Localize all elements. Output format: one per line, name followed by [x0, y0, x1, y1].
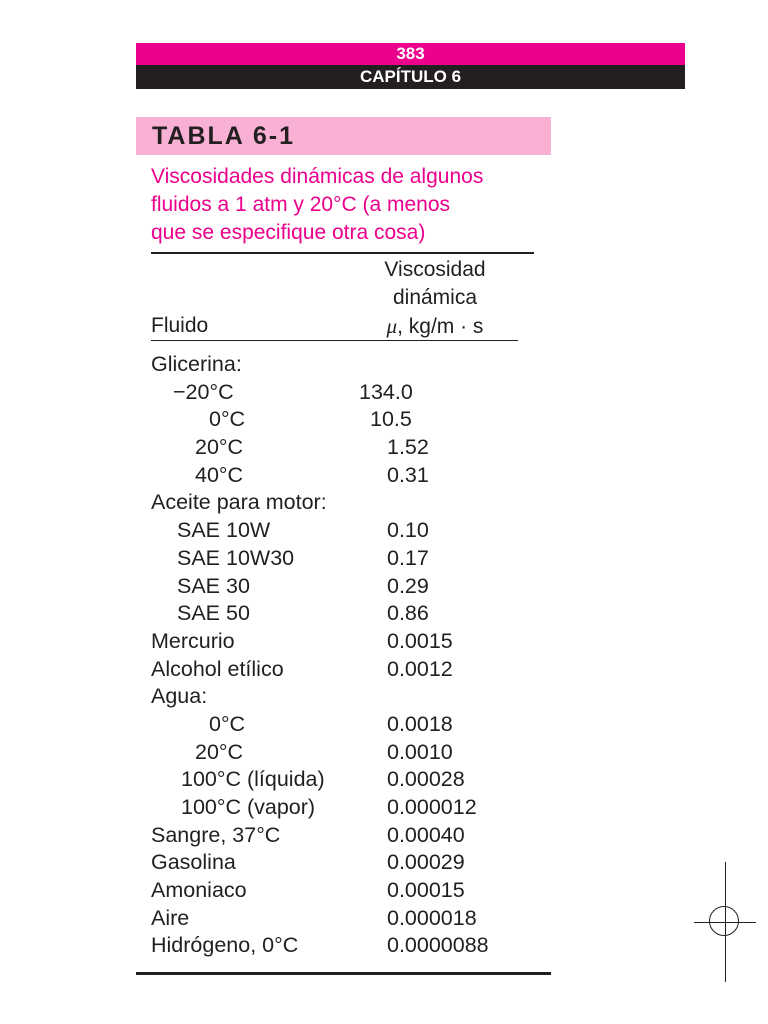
table-caption	[151, 163, 551, 247]
viscosity-value: 0.86	[387, 601, 429, 626]
viscosity-value: 0.00040	[387, 822, 465, 847]
viscosity-value: 10.5	[370, 407, 412, 432]
table-row	[151, 932, 571, 960]
viscosity-value: 0.000012	[387, 795, 477, 819]
fluid-name: Glicerina:	[151, 352, 242, 376]
table-row	[151, 573, 571, 601]
fluid-name: 40°C	[195, 462, 244, 487]
table-row	[151, 877, 571, 905]
viscosity-value: 0.31	[387, 462, 429, 487]
caption-line: fluidos a 1 atm y 20°C (a menos	[151, 193, 451, 216]
column-header-line: Viscosidad	[384, 258, 486, 281]
table-title-box	[136, 117, 551, 155]
table-row	[151, 379, 571, 407]
table-row	[151, 351, 571, 379]
fluid-name: Mercurio	[151, 628, 235, 653]
fluid-name: 0°C	[209, 711, 246, 736]
table-row	[151, 406, 571, 434]
table-row	[151, 849, 571, 877]
chapter-label: CAPÍTULO 6	[359, 67, 462, 86]
mu-symbol: μ	[386, 314, 398, 338]
fluid-name: Amoniaco	[151, 878, 247, 903]
table-row	[151, 545, 571, 573]
fluid-name: Aire	[151, 905, 190, 930]
viscosity-value: 0.0015	[387, 628, 453, 653]
table-row	[151, 517, 571, 545]
table-row	[151, 656, 571, 684]
viscosity-value: 0.0012	[387, 656, 453, 681]
table-body	[151, 351, 571, 960]
table-row	[151, 711, 571, 739]
fluid-name: SAE 50	[177, 601, 250, 626]
column-header-units-line	[360, 312, 510, 341]
table-row	[151, 905, 571, 933]
fluid-name: −20°C	[173, 379, 234, 404]
page-number: 383	[396, 44, 425, 63]
table-row	[151, 600, 571, 628]
column-header-units: , kg/m · s	[397, 315, 484, 338]
viscosity-value: 134.0	[359, 379, 413, 404]
fluid-name: Gasolina	[151, 850, 236, 875]
column-header-viscosity	[360, 256, 510, 341]
viscosity-value: 0.000018	[387, 905, 477, 930]
table-row	[151, 683, 571, 711]
table-row	[151, 766, 571, 794]
table-row	[151, 822, 571, 850]
chapter-bar	[136, 65, 685, 89]
table-row	[151, 628, 571, 656]
table-title: TABLA 6-1	[152, 122, 295, 150]
table-top-rule	[151, 252, 534, 254]
caption-line: Viscosidades dinámicas de algunos	[151, 165, 484, 188]
fluid-name: 100°C (líquida)	[181, 767, 325, 792]
viscosity-value: 0.0000088	[387, 933, 489, 958]
header-rule	[151, 340, 518, 341]
fluid-name: SAE 10W	[177, 518, 271, 543]
table-row	[151, 739, 571, 767]
fluid-name: SAE 10W30	[177, 545, 295, 570]
table-row	[151, 794, 571, 822]
fluid-name: 20°C	[195, 435, 244, 460]
viscosity-value: 0.0010	[387, 739, 453, 764]
table-row	[151, 434, 571, 462]
viscosity-value: 0.17	[387, 545, 429, 570]
viscosity-value: 0.0018	[387, 711, 453, 736]
page-number-bar	[136, 43, 685, 65]
table-row	[151, 489, 571, 517]
column-header-fluid: Fluido	[151, 314, 209, 337]
fluid-name: Agua:	[151, 684, 208, 709]
fluid-name: 0°C	[209, 407, 246, 432]
fluid-name: 20°C	[195, 739, 244, 764]
viscosity-value: 1.52	[387, 435, 429, 460]
viscosity-value: 0.00028	[387, 767, 465, 792]
table-row	[151, 462, 571, 490]
viscosity-value: 0.29	[387, 573, 429, 598]
fluid-name: Aceite para motor:	[151, 490, 327, 515]
fluid-name: 100°C (vapor)	[181, 795, 316, 819]
viscosity-value: 0.00029	[387, 850, 465, 875]
table-bottom-rule	[136, 972, 551, 975]
viscosity-value: 0.10	[387, 518, 429, 543]
viscosity-value: 0.00015	[387, 878, 465, 903]
fluid-name: Sangre, 37°C	[151, 822, 281, 847]
column-header-line: dinámica	[392, 286, 478, 309]
fluid-name: SAE 30	[177, 573, 250, 598]
caption-line: que se especifique otra cosa)	[151, 221, 426, 244]
fluid-name: Alcohol etílico	[151, 656, 284, 681]
fluid-name: Hidrógeno, 0°C	[151, 933, 299, 958]
